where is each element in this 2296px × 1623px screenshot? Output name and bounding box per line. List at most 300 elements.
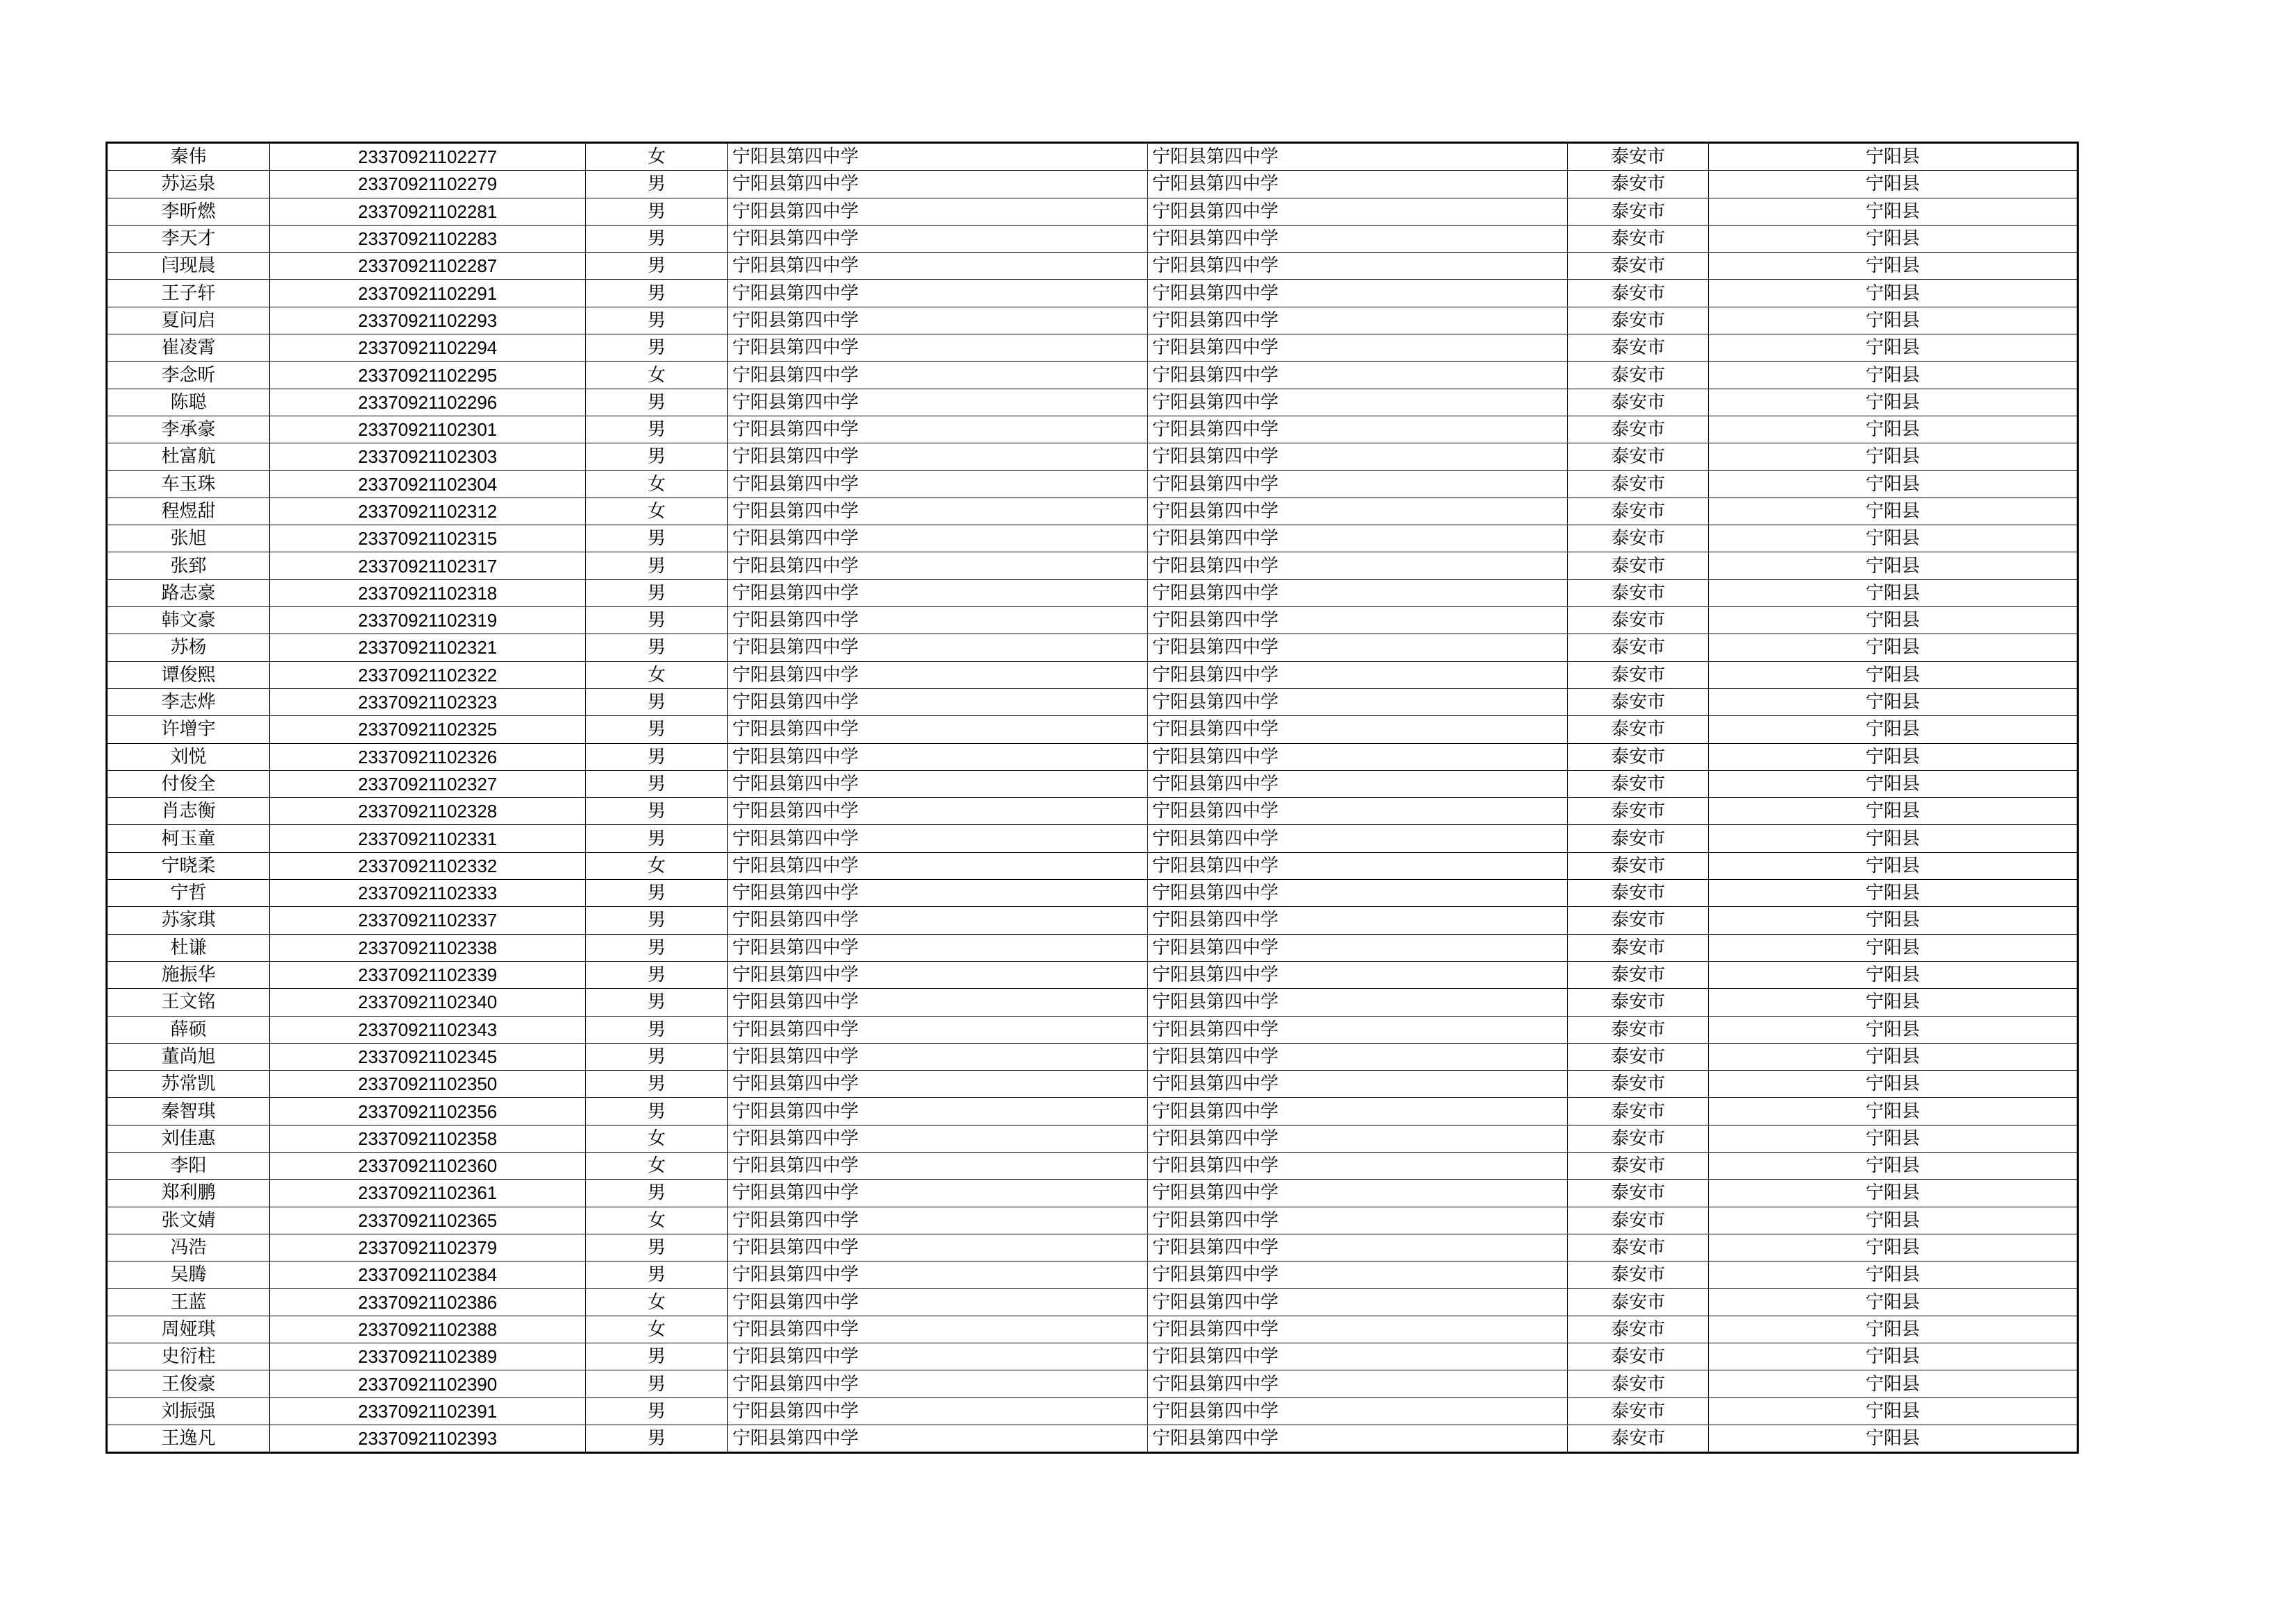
city-cell: 泰安市 (1568, 1043, 1709, 1070)
city-cell: 泰安市 (1568, 1397, 1709, 1425)
student-name-cell: 郑利鹏 (107, 1180, 270, 1207)
student-name-cell: 刘佳惠 (107, 1125, 270, 1152)
school-cell: 宁阳县第四中学 (728, 1370, 1148, 1397)
county-cell: 宁阳县 (1709, 198, 2078, 225)
county-cell: 宁阳县 (1709, 498, 2078, 525)
school-cell-2: 宁阳县第四中学 (1148, 498, 1568, 525)
student-name-cell: 路志豪 (107, 579, 270, 606)
exam-id-cell: 23370921102323 (270, 688, 586, 715)
table-row (107, 498, 2078, 525)
county-cell: 宁阳县 (1709, 1261, 2078, 1289)
school-cell: 宁阳县第四中学 (728, 1234, 1148, 1261)
gender-cell: 男 (586, 443, 728, 470)
exam-id-cell: 23370921102331 (270, 825, 586, 852)
school-cell-2: 宁阳县第四中学 (1148, 1397, 1568, 1425)
school-cell: 宁阳县第四中学 (728, 1207, 1148, 1234)
county-cell: 宁阳县 (1709, 825, 2078, 852)
exam-id-cell: 23370921102287 (270, 253, 586, 280)
school-cell-2: 宁阳县第四中学 (1148, 470, 1568, 498)
exam-id-cell: 23370921102318 (270, 579, 586, 606)
county-cell: 宁阳县 (1709, 579, 2078, 606)
school-cell: 宁阳县第四中学 (728, 470, 1148, 498)
school-cell-2: 宁阳县第四中学 (1148, 688, 1568, 715)
exam-id-cell: 23370921102365 (270, 1207, 586, 1234)
city-cell: 泰安市 (1568, 552, 1709, 579)
school-cell: 宁阳县第四中学 (728, 1125, 1148, 1152)
student-name-cell: 付俊全 (107, 770, 270, 797)
school-cell-2: 宁阳县第四中学 (1148, 1425, 1568, 1452)
table-row (107, 1343, 2078, 1370)
city-cell: 泰安市 (1568, 661, 1709, 688)
school-cell-2: 宁阳县第四中学 (1148, 198, 1568, 225)
student-name-cell: 李天才 (107, 225, 270, 252)
school-cell: 宁阳县第四中学 (728, 634, 1148, 661)
exam-id-cell: 23370921102327 (270, 770, 586, 797)
county-cell: 宁阳县 (1709, 334, 2078, 362)
city-cell: 泰安市 (1568, 880, 1709, 907)
gender-cell: 男 (586, 1043, 728, 1070)
table-row (107, 1397, 2078, 1425)
gender-cell: 男 (586, 716, 728, 743)
school-cell-2: 宁阳县第四中学 (1148, 171, 1568, 198)
county-cell: 宁阳县 (1709, 634, 2078, 661)
student-name-cell: 李念昕 (107, 362, 270, 389)
county-cell: 宁阳县 (1709, 280, 2078, 307)
exam-id-cell: 23370921102293 (270, 307, 586, 334)
city-cell: 泰安市 (1568, 280, 1709, 307)
school-cell-2: 宁阳县第四中学 (1148, 825, 1568, 852)
county-cell: 宁阳县 (1709, 171, 2078, 198)
city-cell: 泰安市 (1568, 1261, 1709, 1289)
gender-cell: 女 (586, 1207, 728, 1234)
student-name-cell: 苏杨 (107, 634, 270, 661)
city-cell: 泰安市 (1568, 1180, 1709, 1207)
gender-cell: 男 (586, 961, 728, 988)
exam-id-cell: 23370921102390 (270, 1370, 586, 1397)
student-name-cell: 杜谦 (107, 934, 270, 961)
table-row (107, 143, 2078, 171)
student-name-cell: 苏常凯 (107, 1071, 270, 1098)
school-cell-2: 宁阳县第四中学 (1148, 280, 1568, 307)
school-cell: 宁阳县第四中学 (728, 716, 1148, 743)
county-cell: 宁阳县 (1709, 1180, 2078, 1207)
exam-id-cell: 23370921102319 (270, 607, 586, 634)
school-cell: 宁阳县第四中学 (728, 198, 1148, 225)
table-row (107, 1289, 2078, 1316)
gender-cell: 男 (586, 225, 728, 252)
exam-id-cell: 23370921102283 (270, 225, 586, 252)
table-row (107, 688, 2078, 715)
city-cell: 泰安市 (1568, 1234, 1709, 1261)
exam-id-cell: 23370921102379 (270, 1234, 586, 1261)
school-cell: 宁阳县第四中学 (728, 334, 1148, 362)
gender-cell: 男 (586, 1261, 728, 1289)
county-cell: 宁阳县 (1709, 143, 2078, 171)
school-cell-2: 宁阳县第四中学 (1148, 389, 1568, 416)
table-row (107, 1071, 2078, 1098)
table-row (107, 470, 2078, 498)
student-name-cell: 李志烨 (107, 688, 270, 715)
student-name-cell: 张旭 (107, 525, 270, 552)
county-cell: 宁阳县 (1709, 443, 2078, 470)
exam-id-cell: 23370921102294 (270, 334, 586, 362)
table-row (107, 1234, 2078, 1261)
exam-id-cell: 23370921102321 (270, 634, 586, 661)
gender-cell: 男 (586, 1397, 728, 1425)
school-cell: 宁阳县第四中学 (728, 688, 1148, 715)
city-cell: 泰安市 (1568, 307, 1709, 334)
school-cell: 宁阳县第四中学 (728, 934, 1148, 961)
school-cell-2: 宁阳县第四中学 (1148, 1125, 1568, 1152)
student-name-cell: 吴腾 (107, 1261, 270, 1289)
county-cell: 宁阳县 (1709, 989, 2078, 1016)
table-row (107, 1125, 2078, 1152)
school-cell: 宁阳县第四中学 (728, 253, 1148, 280)
city-cell: 泰安市 (1568, 607, 1709, 634)
student-name-cell: 史衍柱 (107, 1343, 270, 1370)
city-cell: 泰安市 (1568, 171, 1709, 198)
student-name-cell: 崔凌霄 (107, 334, 270, 362)
exam-id-cell: 23370921102338 (270, 934, 586, 961)
school-cell-2: 宁阳县第四中学 (1148, 634, 1568, 661)
exam-id-cell: 23370921102358 (270, 1125, 586, 1152)
school-cell: 宁阳县第四中学 (728, 880, 1148, 907)
student-name-cell: 李阳 (107, 1152, 270, 1179)
school-cell-2: 宁阳县第四中学 (1148, 334, 1568, 362)
school-cell: 宁阳县第四中学 (728, 825, 1148, 852)
student-name-cell: 谭俊熙 (107, 661, 270, 688)
table-row (107, 443, 2078, 470)
school-cell-2: 宁阳县第四中学 (1148, 852, 1568, 879)
county-cell: 宁阳县 (1709, 470, 2078, 498)
gender-cell: 男 (586, 1234, 728, 1261)
student-name-cell: 苏家琪 (107, 907, 270, 934)
school-cell: 宁阳县第四中学 (728, 389, 1148, 416)
county-cell: 宁阳县 (1709, 798, 2078, 825)
city-cell: 泰安市 (1568, 1316, 1709, 1343)
county-cell: 宁阳县 (1709, 716, 2078, 743)
city-cell: 泰安市 (1568, 852, 1709, 879)
exam-id-cell: 23370921102301 (270, 416, 586, 443)
student-name-cell: 陈聪 (107, 389, 270, 416)
gender-cell: 男 (586, 989, 728, 1016)
city-cell: 泰安市 (1568, 743, 1709, 770)
school-cell-2: 宁阳县第四中学 (1148, 743, 1568, 770)
county-cell: 宁阳县 (1709, 1098, 2078, 1125)
county-cell: 宁阳县 (1709, 416, 2078, 443)
exam-id-cell: 23370921102333 (270, 880, 586, 907)
table-row (107, 770, 2078, 797)
exam-id-cell: 23370921102303 (270, 443, 586, 470)
table-row (107, 743, 2078, 770)
exam-id-cell: 23370921102315 (270, 525, 586, 552)
gender-cell: 男 (586, 579, 728, 606)
school-cell-2: 宁阳县第四中学 (1148, 1316, 1568, 1343)
city-cell: 泰安市 (1568, 225, 1709, 252)
student-name-cell: 夏问启 (107, 307, 270, 334)
table-row (107, 661, 2078, 688)
table-row (107, 716, 2078, 743)
student-name-cell: 王子轩 (107, 280, 270, 307)
city-cell: 泰安市 (1568, 579, 1709, 606)
school-cell: 宁阳县第四中学 (728, 280, 1148, 307)
county-cell: 宁阳县 (1709, 552, 2078, 579)
exam-id-cell: 23370921102386 (270, 1289, 586, 1316)
exam-id-cell: 23370921102389 (270, 1343, 586, 1370)
table-row (107, 1180, 2078, 1207)
school-cell: 宁阳县第四中学 (728, 1071, 1148, 1098)
table-row (107, 416, 2078, 443)
county-cell: 宁阳县 (1709, 1343, 2078, 1370)
school-cell-2: 宁阳县第四中学 (1148, 1098, 1568, 1125)
county-cell: 宁阳县 (1709, 661, 2078, 688)
table-row (107, 825, 2078, 852)
city-cell: 泰安市 (1568, 907, 1709, 934)
exam-id-cell: 23370921102295 (270, 362, 586, 389)
student-name-cell: 许增宇 (107, 716, 270, 743)
school-cell-2: 宁阳县第四中学 (1148, 1180, 1568, 1207)
student-name-cell: 周娅琪 (107, 1316, 270, 1343)
gender-cell: 男 (586, 416, 728, 443)
school-cell: 宁阳县第四中学 (728, 661, 1148, 688)
table-row (107, 1316, 2078, 1343)
student-name-cell: 闫现晨 (107, 253, 270, 280)
student-name-cell: 施振华 (107, 961, 270, 988)
exam-id-cell: 23370921102277 (270, 143, 586, 171)
city-cell: 泰安市 (1568, 961, 1709, 988)
school-cell: 宁阳县第四中学 (728, 961, 1148, 988)
table-row (107, 307, 2078, 334)
table-row (107, 579, 2078, 606)
city-cell: 泰安市 (1568, 934, 1709, 961)
gender-cell: 男 (586, 634, 728, 661)
exam-id-cell: 23370921102350 (270, 1071, 586, 1098)
city-cell: 泰安市 (1568, 798, 1709, 825)
table-row (107, 362, 2078, 389)
table-row (107, 852, 2078, 879)
gender-cell: 女 (586, 470, 728, 498)
student-name-cell: 刘悦 (107, 743, 270, 770)
student-name-cell: 秦智琪 (107, 1098, 270, 1125)
gender-cell: 男 (586, 1098, 728, 1125)
table-row (107, 253, 2078, 280)
table-row (107, 1425, 2078, 1452)
school-cell: 宁阳县第四中学 (728, 1016, 1148, 1043)
school-cell: 宁阳县第四中学 (728, 171, 1148, 198)
student-name-cell: 秦伟 (107, 143, 270, 171)
school-cell: 宁阳县第四中学 (728, 143, 1148, 171)
student-name-cell: 董尚旭 (107, 1043, 270, 1070)
school-cell: 宁阳县第四中学 (728, 362, 1148, 389)
gender-cell: 男 (586, 743, 728, 770)
city-cell: 泰安市 (1568, 253, 1709, 280)
city-cell: 泰安市 (1568, 498, 1709, 525)
school-cell: 宁阳县第四中学 (728, 852, 1148, 879)
city-cell: 泰安市 (1568, 1289, 1709, 1316)
exam-id-cell: 23370921102391 (270, 1397, 586, 1425)
student-name-cell: 冯浩 (107, 1234, 270, 1261)
county-cell: 宁阳县 (1709, 607, 2078, 634)
city-cell: 泰安市 (1568, 334, 1709, 362)
school-cell-2: 宁阳县第四中学 (1148, 934, 1568, 961)
exam-id-cell: 23370921102322 (270, 661, 586, 688)
school-cell: 宁阳县第四中学 (728, 1316, 1148, 1343)
school-cell-2: 宁阳县第四中学 (1148, 525, 1568, 552)
table-row (107, 1098, 2078, 1125)
school-cell-2: 宁阳县第四中学 (1148, 1152, 1568, 1179)
city-cell: 泰安市 (1568, 470, 1709, 498)
school-cell: 宁阳县第四中学 (728, 1098, 1148, 1125)
city-cell: 泰安市 (1568, 989, 1709, 1016)
table-row (107, 198, 2078, 225)
gender-cell: 男 (586, 825, 728, 852)
gender-cell: 男 (586, 552, 728, 579)
city-cell: 泰安市 (1568, 416, 1709, 443)
school-cell-2: 宁阳县第四中学 (1148, 1016, 1568, 1043)
county-cell: 宁阳县 (1709, 1316, 2078, 1343)
student-name-cell: 张郅 (107, 552, 270, 579)
gender-cell: 男 (586, 1071, 728, 1098)
table-row (107, 1016, 2078, 1043)
student-name-cell: 韩文豪 (107, 607, 270, 634)
student-name-cell: 薛硕 (107, 1016, 270, 1043)
county-cell: 宁阳县 (1709, 253, 2078, 280)
student-name-cell: 张文婧 (107, 1207, 270, 1234)
exam-id-cell: 23370921102279 (270, 171, 586, 198)
student-name-cell: 李昕燃 (107, 198, 270, 225)
school-cell: 宁阳县第四中学 (728, 1289, 1148, 1316)
school-cell: 宁阳县第四中学 (728, 1180, 1148, 1207)
city-cell: 泰安市 (1568, 1071, 1709, 1098)
table-row (107, 280, 2078, 307)
gender-cell: 女 (586, 143, 728, 171)
table-row (107, 1370, 2078, 1397)
table-row (107, 1152, 2078, 1179)
school-cell-2: 宁阳县第四中学 (1148, 607, 1568, 634)
school-cell: 宁阳县第四中学 (728, 989, 1148, 1016)
gender-cell: 女 (586, 852, 728, 879)
school-cell-2: 宁阳县第四中学 (1148, 907, 1568, 934)
exam-id-cell: 23370921102296 (270, 389, 586, 416)
table-row (107, 634, 2078, 661)
county-cell: 宁阳县 (1709, 1207, 2078, 1234)
school-cell-2: 宁阳县第四中学 (1148, 1207, 1568, 1234)
county-cell: 宁阳县 (1709, 688, 2078, 715)
county-cell: 宁阳县 (1709, 880, 2078, 907)
school-cell: 宁阳县第四中学 (728, 770, 1148, 797)
student-name-cell: 王逸凡 (107, 1425, 270, 1452)
table-row (107, 934, 2078, 961)
table-row (107, 961, 2078, 988)
gender-cell: 男 (586, 607, 728, 634)
gender-cell: 男 (586, 253, 728, 280)
city-cell: 泰安市 (1568, 825, 1709, 852)
city-cell: 泰安市 (1568, 716, 1709, 743)
county-cell: 宁阳县 (1709, 1370, 2078, 1397)
school-cell: 宁阳县第四中学 (728, 498, 1148, 525)
county-cell: 宁阳县 (1709, 1425, 2078, 1452)
table-row (107, 389, 2078, 416)
gender-cell: 男 (586, 907, 728, 934)
school-cell: 宁阳县第四中学 (728, 552, 1148, 579)
exam-id-cell: 23370921102332 (270, 852, 586, 879)
school-cell-2: 宁阳县第四中学 (1148, 253, 1568, 280)
school-cell-2: 宁阳县第四中学 (1148, 989, 1568, 1016)
school-cell-2: 宁阳县第四中学 (1148, 443, 1568, 470)
school-cell-2: 宁阳县第四中学 (1148, 1343, 1568, 1370)
exam-id-cell: 23370921102291 (270, 280, 586, 307)
school-cell-2: 宁阳县第四中学 (1148, 716, 1568, 743)
gender-cell: 女 (586, 362, 728, 389)
city-cell: 泰安市 (1568, 1016, 1709, 1043)
school-cell-2: 宁阳县第四中学 (1148, 661, 1568, 688)
school-cell-2: 宁阳县第四中学 (1148, 362, 1568, 389)
school-cell: 宁阳县第四中学 (728, 743, 1148, 770)
city-cell: 泰安市 (1568, 525, 1709, 552)
school-cell-2: 宁阳县第四中学 (1148, 1071, 1568, 1098)
school-cell: 宁阳县第四中学 (728, 579, 1148, 606)
exam-id-cell: 23370921102361 (270, 1180, 586, 1207)
county-cell: 宁阳县 (1709, 934, 2078, 961)
city-cell: 泰安市 (1568, 1425, 1709, 1452)
gender-cell: 男 (586, 525, 728, 552)
school-cell-2: 宁阳县第四中学 (1148, 1234, 1568, 1261)
school-cell: 宁阳县第四中学 (728, 443, 1148, 470)
county-cell: 宁阳县 (1709, 1234, 2078, 1261)
table-row (107, 607, 2078, 634)
city-cell: 泰安市 (1568, 443, 1709, 470)
gender-cell: 男 (586, 1016, 728, 1043)
table-row (107, 334, 2078, 362)
county-cell: 宁阳县 (1709, 389, 2078, 416)
gender-cell: 男 (586, 307, 728, 334)
gender-cell: 男 (586, 770, 728, 797)
exam-id-cell: 23370921102339 (270, 961, 586, 988)
county-cell: 宁阳县 (1709, 961, 2078, 988)
city-cell: 泰安市 (1568, 1152, 1709, 1179)
school-cell-2: 宁阳县第四中学 (1148, 880, 1568, 907)
gender-cell: 男 (586, 280, 728, 307)
school-cell-2: 宁阳县第四中学 (1148, 307, 1568, 334)
school-cell-2: 宁阳县第四中学 (1148, 961, 1568, 988)
county-cell: 宁阳县 (1709, 1043, 2078, 1070)
exam-id-cell: 23370921102384 (270, 1261, 586, 1289)
school-cell: 宁阳县第四中学 (728, 1043, 1148, 1070)
table-row (107, 989, 2078, 1016)
school-cell: 宁阳县第四中学 (728, 225, 1148, 252)
county-cell: 宁阳县 (1709, 770, 2078, 797)
exam-id-cell: 23370921102340 (270, 989, 586, 1016)
table-row (107, 907, 2078, 934)
exam-id-cell: 23370921102345 (270, 1043, 586, 1070)
gender-cell: 男 (586, 934, 728, 961)
school-cell: 宁阳县第四中学 (728, 1397, 1148, 1425)
school-cell-2: 宁阳县第四中学 (1148, 770, 1568, 797)
city-cell: 泰安市 (1568, 688, 1709, 715)
exam-id-cell: 23370921102393 (270, 1425, 586, 1452)
school-cell-2: 宁阳县第四中学 (1148, 579, 1568, 606)
exam-id-cell: 23370921102281 (270, 198, 586, 225)
school-cell-2: 宁阳县第四中学 (1148, 416, 1568, 443)
county-cell: 宁阳县 (1709, 362, 2078, 389)
city-cell: 泰安市 (1568, 634, 1709, 661)
student-name-cell: 车玉珠 (107, 470, 270, 498)
school-cell-2: 宁阳县第四中学 (1148, 552, 1568, 579)
table-row (107, 798, 2078, 825)
school-cell: 宁阳县第四中学 (728, 1261, 1148, 1289)
table-row (107, 552, 2078, 579)
county-cell: 宁阳县 (1709, 743, 2078, 770)
